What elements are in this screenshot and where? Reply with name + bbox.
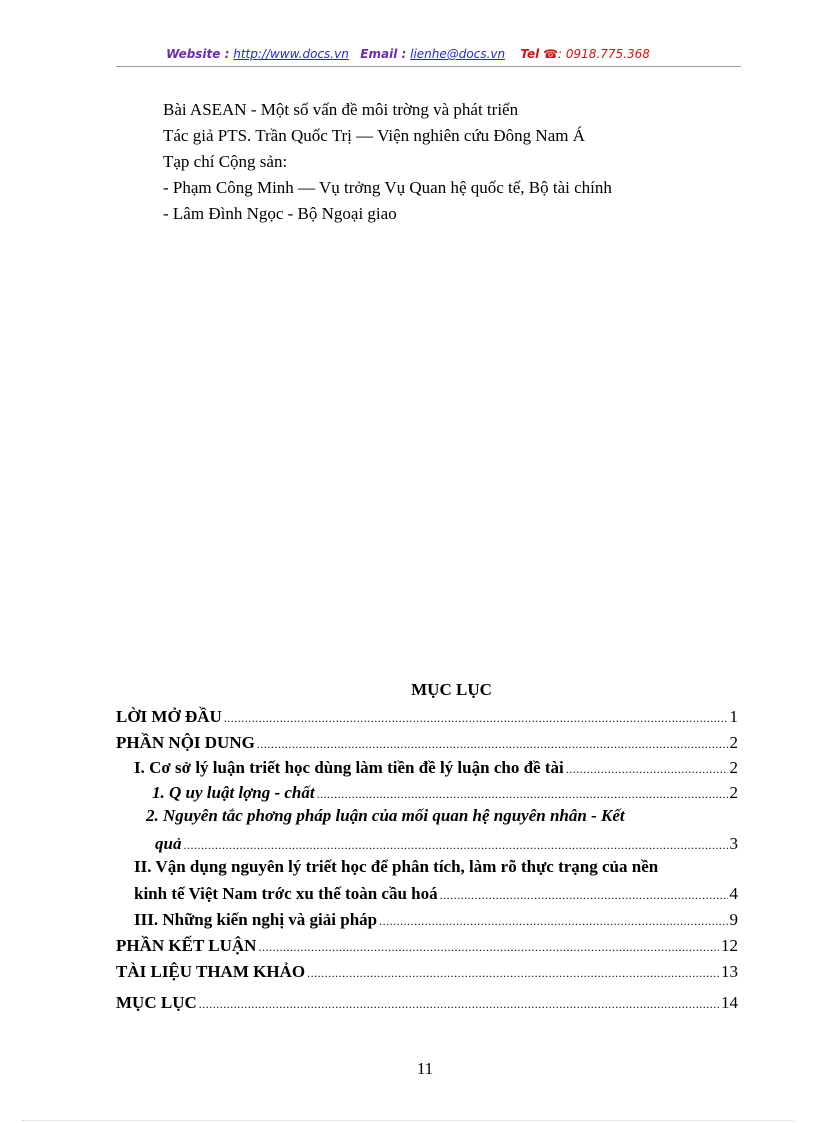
toc-page-number: 14 (721, 993, 738, 1012)
phone-icon: ☎ (543, 47, 559, 61)
toc-entry[interactable]: I. Cơ sở lý luận triết học dùng làm tiền đề lý luận cho đề tài ..... 2 (134, 756, 738, 781)
toc-dot-leader (258, 935, 719, 959)
reference-line: Tạp chí Cộng sản: (163, 152, 288, 171)
toc-dot-leader (566, 757, 728, 781)
toc-entry[interactable]: quả ..... 3 (155, 832, 738, 857)
email-link[interactable]: lienhe@docs.vn (410, 47, 506, 61)
reference-line: - Phạm Công Minh — Vụ trởng Vụ Quan hệ quốc tế, Bộ tài chính (163, 178, 612, 197)
reference-line: Tác giả PTS. Trần Quốc Trị — Viện nghiên cứu Đông Nam Á (163, 126, 586, 145)
toc-page-number: 4 (729, 884, 738, 903)
tel-label: Tel (520, 47, 540, 61)
page-number: 11 (416, 1059, 434, 1078)
toc-entry[interactable]: III. Những kiến nghị và giải pháp ..... 9 (134, 908, 738, 933)
toc-entry-line1[interactable]: 2. Nguyên tắc phơng pháp luận của mối quan hệ nguyên nhân - Kết (146, 806, 625, 825)
toc-entry[interactable]: MỤC LỤC ..... 14 (116, 991, 738, 1016)
toc-page-number: 3 (729, 834, 738, 853)
page-header (0, 47, 816, 65)
toc-entry[interactable]: 1. Q uy luật lợng - chất ..... 2 (152, 781, 738, 806)
footer-divider (22, 1120, 794, 1121)
toc-dot-leader (440, 883, 728, 907)
header-divider (116, 66, 741, 67)
toc-page-number: 2 (729, 783, 738, 802)
toc-dot-leader (199, 992, 719, 1016)
toc-entry[interactable]: PHẦN KẾT LUẬN ..... 12 (116, 934, 738, 959)
toc-entry[interactable]: TÀI LIỆU THAM KHẢO ..... 13 (116, 960, 738, 985)
toc-page-number: 12 (721, 936, 738, 955)
toc-dot-leader (257, 732, 728, 756)
website-link[interactable]: http://www.docs.vn (233, 47, 349, 61)
toc-entry[interactable]: LỜI MỞ ĐẦU ..... 1 (116, 705, 738, 730)
toc-page-number: 2 (729, 733, 738, 752)
toc-dot-leader (183, 833, 727, 857)
toc-title: MỤC LỤC (411, 680, 492, 699)
tel-number: : 0918.775.368 (558, 47, 650, 61)
reference-line: - Lâm Đình Ngọc - Bộ Ngoại giao (163, 204, 397, 223)
tel-info (520, 47, 650, 61)
toc-entry[interactable]: PHẦN NỘI DUNG ..... 2 (116, 731, 738, 756)
toc-dot-leader (379, 909, 727, 933)
reference-line: Bài ASEAN - Một số vấn đề môi trờng và phát triển (163, 100, 519, 119)
toc-entry[interactable]: kinh tế Việt Nam trớc xu thế toàn cầu hoá ..... 4 (134, 882, 738, 907)
toc-page-number: 13 (721, 962, 738, 981)
toc-page-number: 9 (729, 910, 738, 929)
toc-dot-leader (224, 706, 728, 730)
toc-dot-leader (307, 961, 719, 985)
website-label: Website : (166, 47, 230, 61)
toc-page-number: 2 (729, 758, 738, 777)
email-label: Email : (360, 47, 407, 61)
toc-dot-leader (317, 782, 728, 806)
toc-entry-line1[interactable]: II. Vận dụng nguyên lý triết học để phân tích, làm rõ thực trạng của nền (134, 857, 659, 876)
toc-page-number: 1 (729, 707, 738, 726)
